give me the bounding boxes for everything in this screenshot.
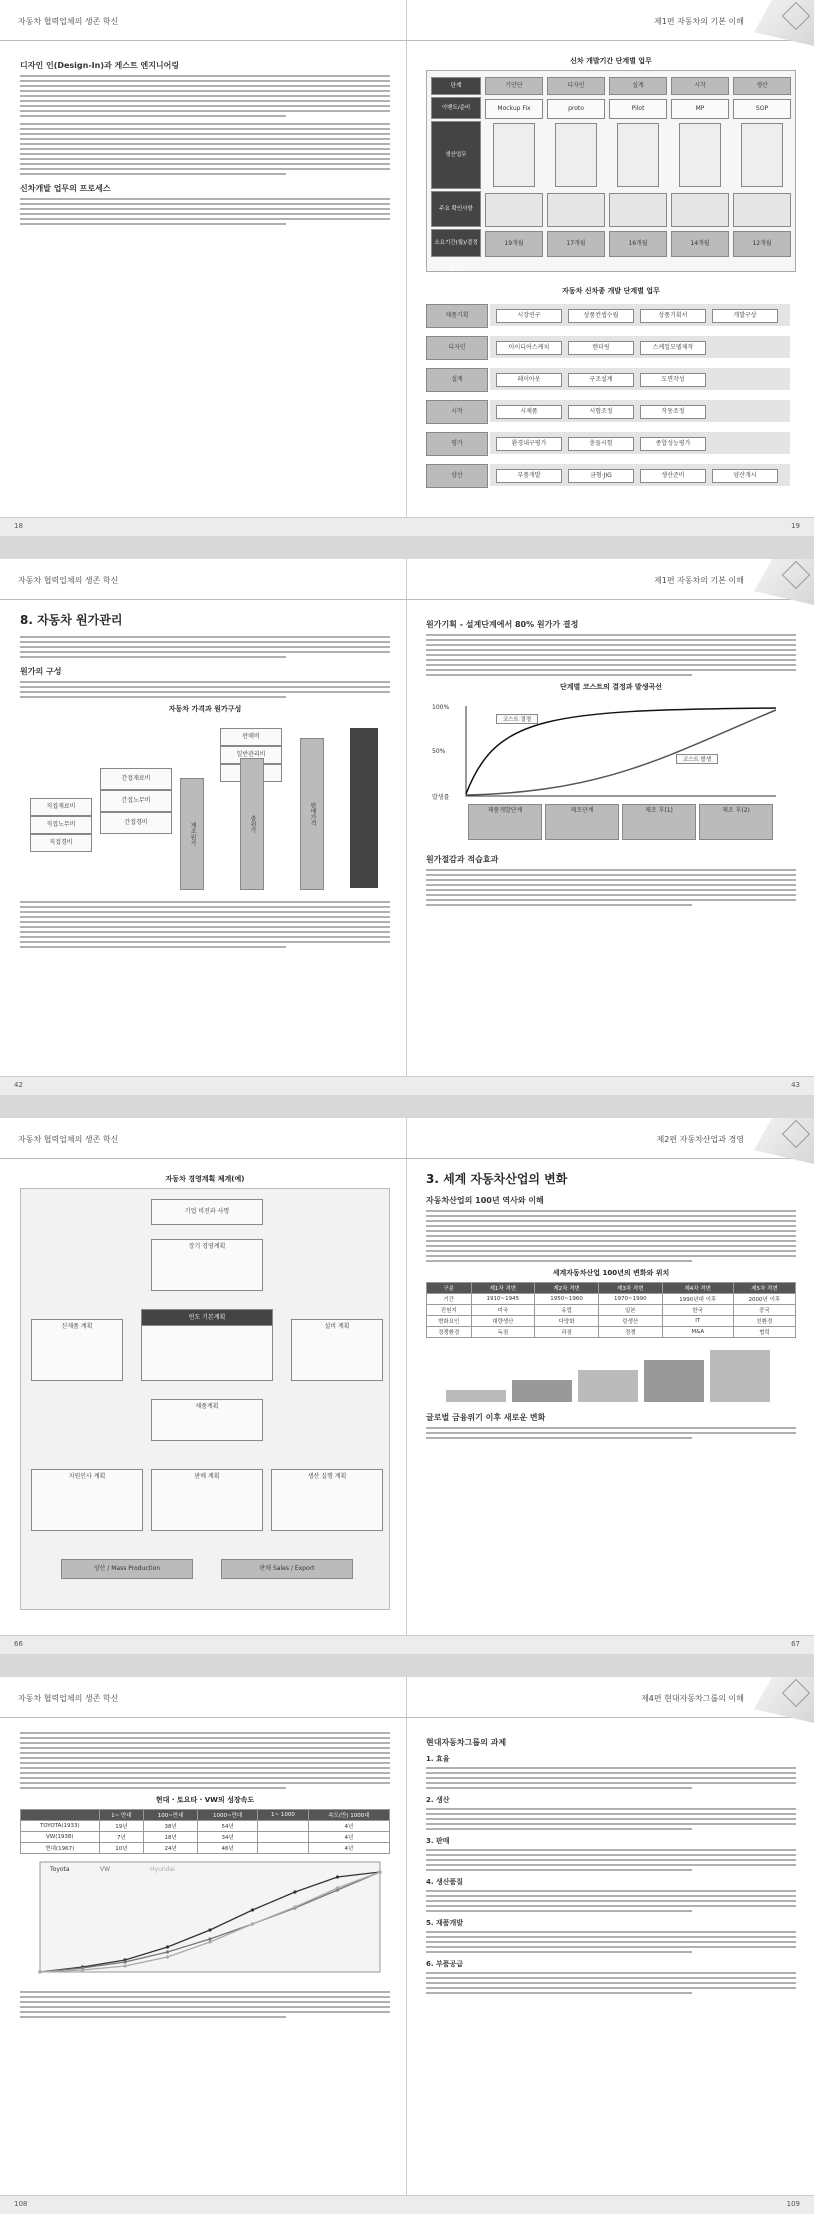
- cost-level: 제조원가: [180, 778, 204, 890]
- header-right: 제2편 자동차산업과 경영: [656, 1135, 744, 1144]
- subheading: 자동차산업의 100년 역사와 이해: [426, 1196, 544, 1205]
- cost-block: 직접노무비: [30, 816, 92, 834]
- series-point: [166, 1945, 169, 1948]
- right-page: [426, 52, 796, 500]
- stage-event: MP: [671, 99, 729, 119]
- plan-center-body: [141, 1325, 273, 1381]
- plan-footer: 양산 / Mass Production: [61, 1559, 193, 1579]
- table-cell: 현대(1967): [21, 1843, 100, 1854]
- body-text: [20, 1991, 390, 2018]
- corner-ornament: [754, 559, 814, 605]
- task-heading: 3. 판매: [426, 1837, 450, 1845]
- page-gutter: [406, 559, 407, 1095]
- table-cell: M&A: [662, 1327, 733, 1338]
- subheading: 신차개발 업무의 프로세스: [20, 184, 111, 193]
- subheading: 디자인 인(Design-In)과 게스트 엔지니어링: [20, 61, 180, 70]
- stage-check: [609, 193, 667, 227]
- body-text: [426, 1931, 796, 1953]
- stage-check: [547, 193, 605, 227]
- stage-detail: [679, 123, 721, 187]
- task-item: 작동조정: [640, 405, 706, 419]
- legend-item: Toyota: [50, 1866, 70, 1873]
- table-cell: 24년: [144, 1843, 198, 1854]
- stage-row-label: 생산업무: [431, 121, 481, 189]
- page-gutter: [406, 0, 407, 536]
- table-cell: 19년: [99, 1821, 144, 1832]
- dev-stage-diagram: [426, 70, 796, 272]
- table-header-row: [427, 1283, 796, 1294]
- body-text: [426, 1849, 796, 1871]
- table-header-cell: 제1차 격변: [471, 1283, 535, 1294]
- page-footer: [0, 2195, 814, 2214]
- growth-stair-diagram: [426, 1344, 796, 1404]
- table-row: [21, 1821, 390, 1832]
- table-header-cell: 구분: [427, 1283, 472, 1294]
- table-cell: 독점: [471, 1327, 535, 1338]
- table-header-cell: [21, 1810, 100, 1821]
- table-cell: 협력: [733, 1327, 795, 1338]
- task-item: 환경내구평가: [496, 437, 562, 451]
- running-header: [0, 559, 814, 600]
- task-item: 종합성능평가: [640, 437, 706, 451]
- series-point: [251, 1908, 254, 1911]
- stage-month: 16개월: [609, 231, 667, 257]
- table-row: [21, 1832, 390, 1843]
- legend-item: Hyundai: [150, 1866, 175, 1873]
- table-cell: 1950~1960: [535, 1294, 599, 1305]
- cost-block: 간접노무비: [100, 790, 172, 812]
- task-item: 양산개시: [712, 469, 778, 483]
- table-cell: [258, 1821, 309, 1832]
- table-cell: [258, 1843, 309, 1854]
- table-header-cell: 1~ 1000: [258, 1810, 309, 1821]
- task-item: 시제품: [496, 405, 562, 419]
- header-left: 자동차 협력업체의 생존 학신: [18, 576, 119, 585]
- table-row: [427, 1305, 796, 1316]
- body-text: [426, 1210, 796, 1262]
- series-point: [378, 1870, 381, 1873]
- stage-column: 설계: [609, 77, 667, 95]
- curve-label: 코스트 발생: [676, 754, 718, 764]
- page-number: 43: [791, 1081, 800, 1089]
- page-footer: [0, 517, 814, 536]
- table-cell: 한국: [662, 1305, 733, 1316]
- task-heading: 5. 재품개발: [426, 1919, 464, 1927]
- series-point: [166, 1955, 169, 1958]
- stage-detail: [555, 123, 597, 187]
- figure-caption: 신차 개발기간 단계별 업무: [570, 57, 652, 65]
- figure-caption: 자동차 신차종 개발 단계별 업무: [562, 287, 660, 295]
- table-cell: 4년: [308, 1843, 389, 1854]
- phase-label: 제조단계: [545, 804, 619, 840]
- body-text: [20, 636, 390, 658]
- cost-level: 총원가: [240, 758, 264, 890]
- table-cell: 유럽: [535, 1305, 599, 1316]
- task-row-label: 제품기획: [426, 304, 488, 328]
- task-heading: 6. 부품공급: [426, 1960, 464, 1968]
- stage-check: [671, 193, 729, 227]
- stage-column: 생산: [733, 77, 791, 95]
- phase-label: 제품개발단계: [468, 804, 542, 840]
- task-heading: 1. 효율: [426, 1755, 450, 1763]
- task-item: 개발구상: [712, 309, 778, 323]
- stage-row-label: 단계: [431, 77, 481, 95]
- table-cell: 과점: [535, 1327, 599, 1338]
- stair-step: [710, 1350, 770, 1402]
- figure-caption: 현대 · 토요타 · VW의 성장속도: [155, 1796, 255, 1804]
- running-header: [0, 1118, 814, 1159]
- table-cell: TOYOTA(1933): [21, 1821, 100, 1832]
- series-point: [81, 1968, 84, 1971]
- table-header-cell: 100~만대: [144, 1810, 198, 1821]
- corner-ornament: [754, 0, 814, 46]
- phase-label: 제조 후(2): [699, 804, 773, 840]
- table-cell: 1910~1945: [471, 1294, 535, 1305]
- table-cell: 10년: [99, 1843, 144, 1854]
- table-cell: 친환경: [733, 1316, 795, 1327]
- series-point: [123, 1964, 126, 1967]
- subheading: 현대자동차그룹의 과제: [426, 1738, 507, 1747]
- body-text: [20, 123, 390, 175]
- cost-block: 일반관리비: [220, 746, 282, 764]
- page-footer: [0, 1076, 814, 1095]
- body-text: [426, 1972, 796, 1994]
- left-page: [20, 1170, 390, 1610]
- table-cell: 미국: [471, 1305, 535, 1316]
- table-row: [427, 1316, 796, 1327]
- table-cell: 다양화: [535, 1316, 599, 1327]
- cost-block: 간접재료비: [100, 768, 172, 790]
- growth-line-chart: [20, 1858, 390, 1988]
- page-number: 109: [786, 2200, 800, 2208]
- body-text: [20, 75, 390, 117]
- subheading: 원가기획 - 설계단계에서 80% 원가가 결정: [426, 620, 579, 629]
- phase-label: 제조 후(1): [622, 804, 696, 840]
- plan-bottom: 지원인사 계획: [31, 1469, 143, 1531]
- table-cell: 린생산: [598, 1316, 662, 1327]
- table-cell: 대량생산: [471, 1316, 535, 1327]
- body-text: [426, 1427, 796, 1439]
- page-number: 18: [14, 522, 23, 530]
- corner-ornament: [754, 1118, 814, 1164]
- body-text: [426, 869, 796, 906]
- task-row-label: 양산: [426, 464, 488, 488]
- figure-caption: 세계자동차산업 100년의 변화와 위치: [552, 1269, 670, 1277]
- body-text: [426, 1767, 796, 1789]
- table-row: [427, 1327, 796, 1338]
- body-text: [426, 1890, 796, 1912]
- plan-bottom: 생산 실행 계획: [271, 1469, 383, 1531]
- section-title: 8. 자동차 원가관리: [20, 613, 123, 627]
- task-item: 구조설계: [568, 373, 634, 387]
- task-item: 스케일모델제작: [640, 341, 706, 355]
- y-tick: 100%: [432, 704, 450, 711]
- plan-bottom: 판매 계획: [151, 1469, 263, 1531]
- stage-check: [485, 193, 543, 227]
- task-row-label: 설계: [426, 368, 488, 392]
- cost-block: 판매비: [220, 728, 282, 746]
- table-header-row: [21, 1810, 390, 1821]
- task-item: 충돌시험: [568, 437, 634, 451]
- table-cell: 진원지: [427, 1305, 472, 1316]
- stage-event: proto: [547, 99, 605, 119]
- page-number: 42: [14, 1081, 23, 1089]
- growth-table: [20, 1809, 390, 1854]
- left-page: [20, 1729, 390, 2024]
- dev-tasks-diagram: [426, 300, 796, 500]
- table-cell: 1970~1990: [598, 1294, 662, 1305]
- page-gutter: [406, 1118, 407, 1654]
- task-item: 시장연구: [496, 309, 562, 323]
- cost-block: 직접경비: [30, 834, 92, 852]
- right-page: [426, 1729, 796, 2000]
- stage-month: 14개월: [671, 231, 729, 257]
- stage-event: SOP: [733, 99, 791, 119]
- header-left: 자동차 협력업체의 생존 학신: [18, 1135, 119, 1144]
- legend-item: VW: [100, 1866, 111, 1873]
- stage-column: 디자인: [547, 77, 605, 95]
- body-text: [20, 901, 390, 948]
- body-text: [20, 198, 390, 225]
- spread-4: [0, 1677, 814, 2214]
- spread-3: [0, 1118, 814, 1654]
- price-bar: [350, 728, 378, 888]
- task-list: [426, 1754, 796, 1994]
- table-cell: 2000년 이후: [733, 1294, 795, 1305]
- stage-month: 12개월: [733, 231, 791, 257]
- table-header-cell: 제2차 격변: [535, 1283, 599, 1294]
- stage-column: 시작: [671, 77, 729, 95]
- table-cell: 일본: [598, 1305, 662, 1316]
- task-item: 아이디어스케치: [496, 341, 562, 355]
- header-right: 제4편 현대자동차그룹의 이해: [641, 1694, 744, 1703]
- chart-plot-area: [40, 1862, 380, 1972]
- stair-step: [446, 1390, 506, 1402]
- table-cell: 기간: [427, 1294, 472, 1305]
- stage-month: 17개월: [547, 231, 605, 257]
- task-item: 시험조정: [568, 405, 634, 419]
- table-header-cell: 1~ 만대: [99, 1810, 144, 1821]
- table-header-cell: 속도(만) 1000대: [308, 1810, 389, 1821]
- table-row: [427, 1294, 796, 1305]
- table-cell: 46년: [198, 1843, 258, 1854]
- task-row-label: 시작: [426, 400, 488, 424]
- table-header-cell: 제4차 격변: [662, 1283, 733, 1294]
- growth-chart-svg: [20, 1858, 390, 1988]
- task-item: 생산준비: [640, 469, 706, 483]
- y-tick: 발생률: [432, 794, 450, 801]
- table-cell: 18년: [144, 1832, 198, 1843]
- running-header: [0, 0, 814, 41]
- section-title: 3. 세계 자동차산업의 변화: [426, 1172, 568, 1186]
- header-left: 자동차 협력업체의 생존 학신: [18, 17, 119, 26]
- series-point: [251, 1922, 254, 1925]
- table-cell: 중국: [733, 1305, 795, 1316]
- plan-side: 설비 계획: [291, 1319, 383, 1381]
- plan-product: 제품계획: [151, 1399, 263, 1441]
- series-point: [336, 1886, 339, 1889]
- series-point: [293, 1905, 296, 1908]
- body-text: [426, 1808, 796, 1830]
- page-number: 66: [14, 1640, 23, 1648]
- y-tick: 50%: [432, 748, 446, 755]
- task-item: 금형·JIG: [568, 469, 634, 483]
- figure-caption: 자동차 경영계획 체계(예): [165, 1175, 245, 1183]
- cost-block: 간접경비: [100, 812, 172, 834]
- cost-level: 판매가격: [300, 738, 324, 890]
- stage-detail: [741, 123, 783, 187]
- table-cell: IT: [662, 1316, 733, 1327]
- stage-detail: [617, 123, 659, 187]
- stage-detail: [493, 123, 535, 187]
- series-point: [208, 1937, 211, 1940]
- task-item: 레이아웃: [496, 373, 562, 387]
- figure-caption: 단계별 코스트의 결정과 발생곡선: [560, 683, 662, 691]
- stair-step: [512, 1380, 572, 1402]
- plan-long: 장기 경영계획: [151, 1239, 263, 1291]
- page-number: 19: [791, 522, 800, 530]
- table-cell: [258, 1832, 309, 1843]
- running-header: [0, 1677, 814, 1718]
- curve-label: 코스트 결정: [496, 714, 538, 724]
- table-cell: 54년: [198, 1821, 258, 1832]
- table-cell: 경쟁: [598, 1327, 662, 1338]
- cost-structure-diagram: [20, 718, 390, 898]
- plan-top: 기업 비전과 사명: [151, 1199, 263, 1225]
- corner-ornament: [754, 1677, 814, 1723]
- stair-step: [644, 1360, 704, 1402]
- plan-footer: 판매 Sales / Export: [221, 1559, 353, 1579]
- stair-step: [578, 1370, 638, 1402]
- history-table: [426, 1282, 796, 1338]
- task-row-label: 디자인: [426, 336, 488, 360]
- series-point: [208, 1928, 211, 1931]
- task-heading: 2. 생산: [426, 1796, 450, 1804]
- page-number: 67: [791, 1640, 800, 1648]
- page-number: 108: [14, 2200, 28, 2208]
- body-text: [20, 681, 390, 698]
- body-text: [426, 634, 796, 676]
- table-header-cell: 제5차 격변: [733, 1283, 795, 1294]
- right-page: [426, 1170, 796, 1445]
- plan-center: 연도 기본계획: [141, 1309, 273, 1327]
- header-left: 자동차 협력업체의 생존 학신: [18, 1694, 119, 1703]
- stage-event: Mockup Fix: [485, 99, 543, 119]
- table-header-cell: 제3차 격변: [598, 1283, 662, 1294]
- stage-check: [733, 193, 791, 227]
- task-item: 상품기획서: [640, 309, 706, 323]
- task-row-label: 평가: [426, 432, 488, 456]
- cost-curve-diagram: [426, 696, 796, 846]
- left-page: [20, 611, 390, 954]
- subheading: 글로벌 금융위기 이후 새로운 변화: [426, 1413, 546, 1422]
- plan-side: 신제품 계획: [31, 1319, 123, 1381]
- task-heading: 4. 생산품질: [426, 1878, 464, 1886]
- series-point: [123, 1960, 126, 1963]
- series-point: [208, 1940, 211, 1943]
- table-row: [21, 1843, 390, 1854]
- task-item: 렌더링: [568, 341, 634, 355]
- stage-month: 19개월: [485, 231, 543, 257]
- header-right: 제1편 자동차의 기본 이해: [654, 17, 744, 26]
- page-gutter: [406, 1677, 407, 2214]
- stage-column: 기안단: [485, 77, 543, 95]
- management-plan-diagram: [20, 1188, 390, 1610]
- table-header-cell: 1000~만대: [198, 1810, 258, 1821]
- right-page: [426, 611, 796, 912]
- series-point: [166, 1950, 169, 1953]
- figure-caption: 자동차 가격과 원가구성: [168, 705, 242, 713]
- table-cell: 4년: [308, 1821, 389, 1832]
- table-cell: 경쟁환경: [427, 1327, 472, 1338]
- table-cell: VW(1938): [21, 1832, 100, 1843]
- spread-2: [0, 559, 814, 1095]
- table-cell: 7년: [99, 1832, 144, 1843]
- header-right: 제1편 자동차의 기본 이해: [654, 576, 744, 585]
- table-cell: 4년: [308, 1832, 389, 1843]
- left-page: [20, 52, 390, 231]
- task-item: 도면작성: [640, 373, 706, 387]
- cost-block: 직접재료비: [30, 798, 92, 816]
- stage-row-label: 소요기간(월)/결정시점(월수): [431, 229, 481, 257]
- table-cell: 변화요인: [427, 1316, 472, 1327]
- series-point: [336, 1875, 339, 1878]
- subheading: 원가절감과 적습효과: [426, 855, 499, 864]
- table-cell: 34년: [198, 1832, 258, 1843]
- page-footer: [0, 1635, 814, 1654]
- stage-row-label: 이벤트/준비: [431, 97, 481, 119]
- stage-row-label: 주요 확인사항: [431, 191, 481, 227]
- table-cell: 38년: [144, 1821, 198, 1832]
- body-text: [20, 1732, 390, 1789]
- table-cell: 1990년대 이후: [662, 1294, 733, 1305]
- spread-1: [0, 0, 814, 536]
- series-point: [38, 1970, 41, 1973]
- stage-event: Pilot: [609, 99, 667, 119]
- subheading: 원가의 구성: [20, 667, 62, 676]
- series-point: [293, 1890, 296, 1893]
- task-item: 부품개발: [496, 469, 562, 483]
- task-item: 상품컨셉수립: [568, 309, 634, 323]
